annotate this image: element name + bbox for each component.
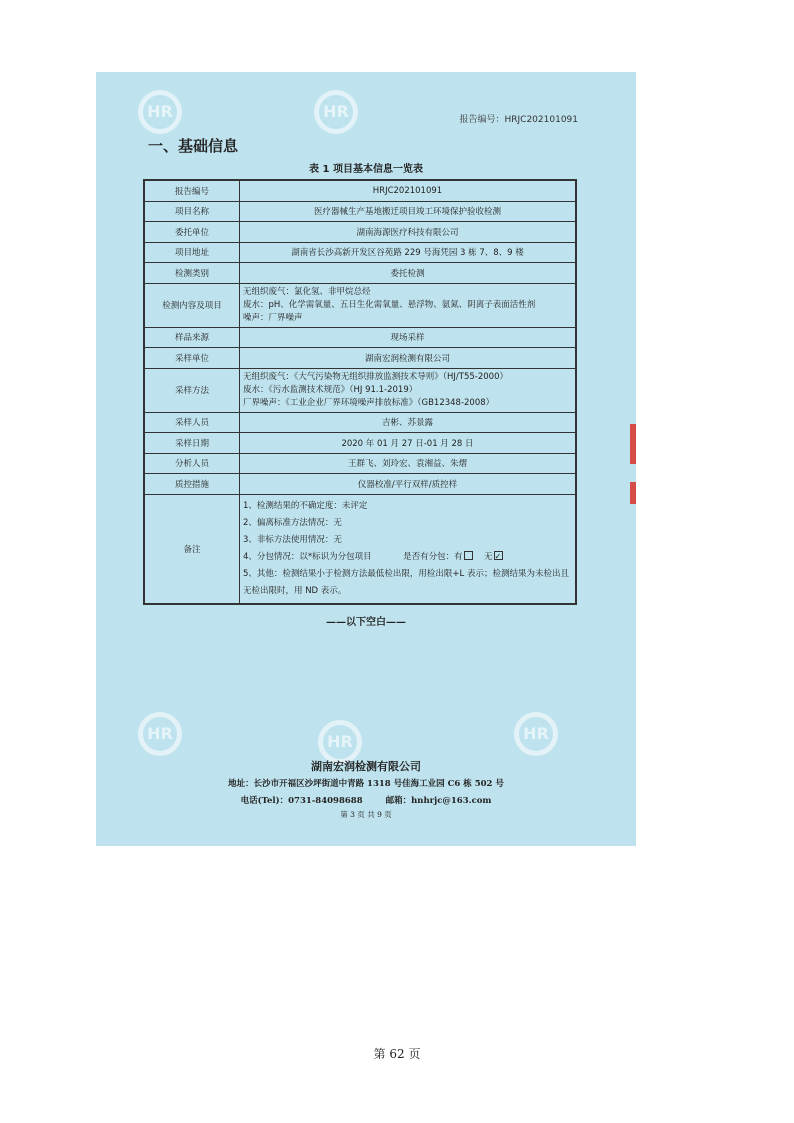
row-label: 采样单位 — [144, 348, 240, 369]
table-row — [144, 242, 576, 263]
row-label: 项目名称 — [144, 201, 240, 222]
watermark-logo: HR — [514, 712, 558, 756]
row-label: 项目地址 — [144, 242, 240, 263]
remark-line — [243, 549, 572, 566]
subcontract-note: 4、分包情况：以*标识为分包项目 — [243, 551, 372, 562]
table-row — [144, 283, 576, 327]
row-value — [240, 494, 577, 604]
document-page-number: 第 62 页 — [373, 1047, 421, 1061]
inner-page-number: 第 3 页 共 9 页 — [340, 810, 392, 819]
stamp-edge — [630, 482, 636, 504]
checkbox-yes — [464, 551, 473, 560]
stamp-edge — [630, 424, 636, 464]
row-value: 委托检测 — [240, 263, 577, 284]
table-row — [144, 494, 576, 604]
company-address: 地址：长沙市开福区沙坪街道中青路 1318 号佳海工业园 C6 栋 502 号 — [228, 779, 504, 789]
row-value: 湖南宏润检测有限公司 — [240, 348, 577, 369]
content-line: 废水：pH、化学需氧量、五日生化需氧量、悬浮物、氨氮、阴离子表面活性剂 — [243, 299, 536, 310]
row-value: HRJC202101091 — [240, 180, 577, 201]
section-title: 一、基础信息 — [148, 137, 239, 155]
row-value: 湖南省长沙高新开发区谷苑路 229 号海凭园 3 栋 7、8、9 楼 — [240, 242, 577, 263]
table-row — [144, 474, 576, 495]
row-label: 采样人员 — [144, 412, 240, 433]
subcontract-question: 是否有分包：有 — [403, 551, 463, 562]
blank-marker: ——以下空白—— — [326, 617, 406, 628]
row-label: 检测内容及项目 — [144, 283, 240, 327]
row-value: 2020 年 01 月 27 日-01 月 28 日 — [240, 433, 577, 454]
row-label: 质控措施 — [144, 474, 240, 495]
remark-line: 5、其他：检测结果小于检测方法最低检出限，用检出限+L 表示；检测结果为未检出且无检出限时，用 ND 表示。 — [243, 568, 569, 596]
row-label: 报告编号 — [144, 180, 240, 201]
phone: 电话(Tel)：0731-84098688 — [240, 796, 363, 806]
table-row — [144, 453, 576, 474]
table-row — [144, 222, 576, 243]
row-label: 备注 — [144, 494, 240, 604]
method-line: 废水：《污水监测技术规范》（HJ 91.1-2019） — [243, 384, 418, 395]
row-value — [240, 283, 577, 327]
watermark-logo: HR — [314, 90, 358, 134]
scanned-report-page — [96, 72, 636, 846]
table-row — [144, 327, 576, 348]
email: 邮箱：hnhrjc@163.com — [385, 796, 492, 806]
watermark-logo: HR — [318, 720, 362, 764]
row-value: 湖南海源医疗科技有限公司 — [240, 222, 577, 243]
table-title: 表 1 项目基本信息一览表 — [309, 164, 423, 175]
watermark-logo: HR — [138, 90, 182, 134]
row-label: 分析人员 — [144, 453, 240, 474]
remark-line: 1、检测结果的不确定度：未评定 — [243, 500, 368, 511]
content-line: 无组织废气：氯化氢、非甲烷总烃 — [243, 286, 371, 297]
content-line: 噪声：厂界噪声 — [243, 312, 303, 323]
method-line: 无组织废气：《大气污染物无组织排放监测技术导则》（HJ/T55-2000） — [243, 371, 508, 382]
company-contact — [96, 794, 636, 806]
table-row — [144, 263, 576, 284]
table-row — [144, 433, 576, 454]
table-row — [144, 201, 576, 222]
watermark-logo: HR — [138, 712, 182, 756]
table-row — [144, 180, 576, 201]
row-value: 医疗器械生产基地搬迁项目竣工环境保护验收检测 — [240, 201, 577, 222]
row-label: 采样方法 — [144, 368, 240, 412]
table-row — [144, 412, 576, 433]
row-label: 委托单位 — [144, 222, 240, 243]
project-info-table — [143, 179, 577, 605]
company-name: 湖南宏润检测有限公司 — [311, 760, 421, 773]
table-row — [144, 368, 576, 412]
remark-line: 3、非标方法使用情况：无 — [243, 534, 342, 545]
row-value: 吉彬、苏景露 — [240, 412, 577, 433]
row-value: 王群飞、刘玲宏、袁湘益、朱熠 — [240, 453, 577, 474]
row-value — [240, 368, 577, 412]
method-line: 厂界噪声：《工业企业厂界环境噪声排放标准》（GB12348-2008） — [243, 397, 495, 408]
row-value: 仪器校准/平行双样/质控样 — [240, 474, 577, 495]
subcontract-no-label: 无 — [484, 551, 493, 562]
row-label: 样品来源 — [144, 327, 240, 348]
report-number: 报告编号：HRJC202101091 — [459, 115, 578, 125]
remark-line: 2、偏离标准方法情况：无 — [243, 517, 342, 528]
row-value: 现场采样 — [240, 327, 577, 348]
table-row — [144, 348, 576, 369]
checkbox-no-checked — [494, 551, 503, 560]
row-label: 采样日期 — [144, 433, 240, 454]
row-label: 检测类别 — [144, 263, 240, 284]
